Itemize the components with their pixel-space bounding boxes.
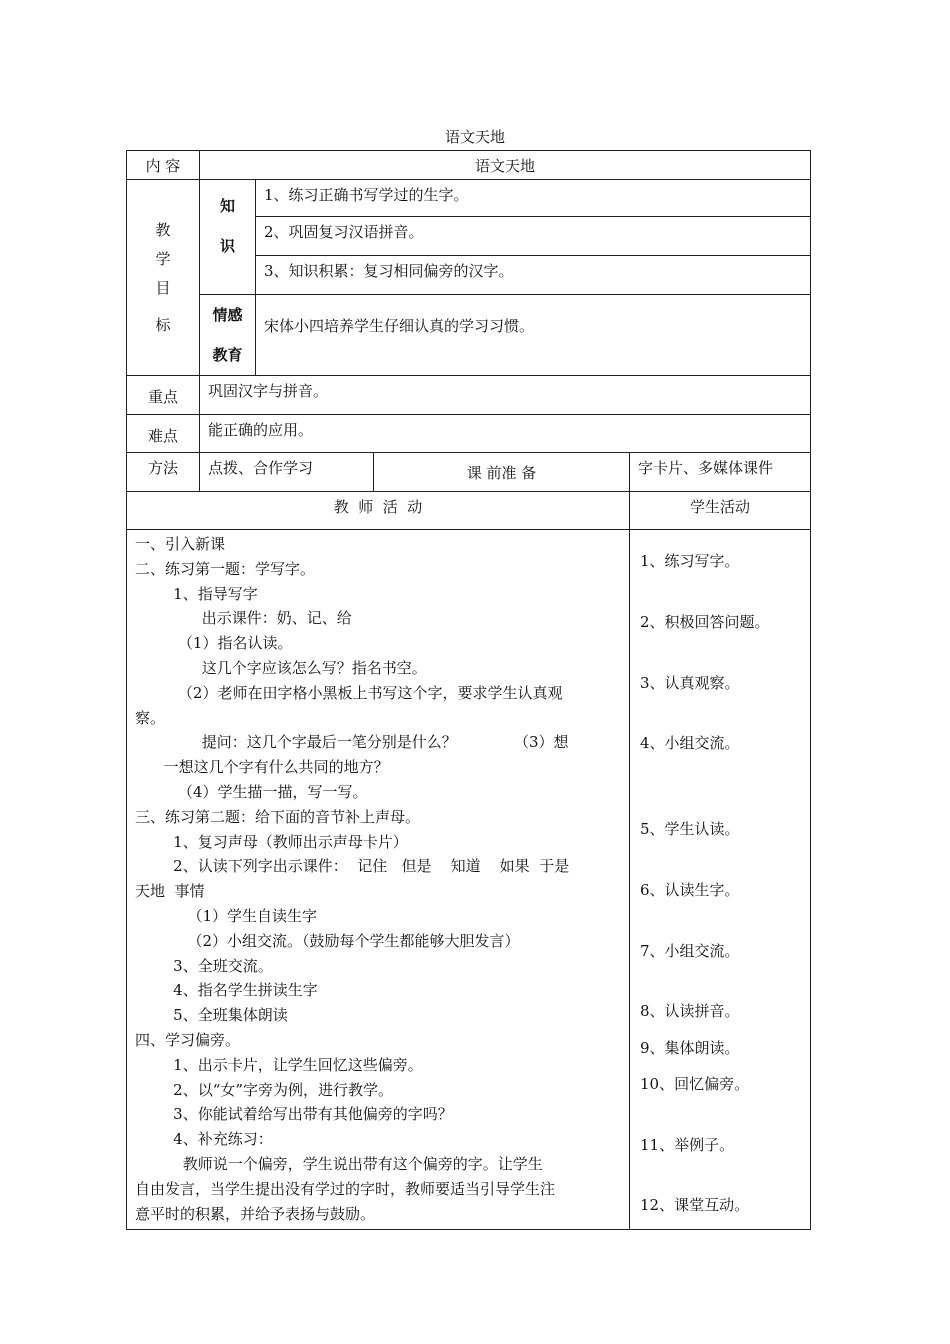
- teacher-line: 2、以“女”字旁为例，进行教学。: [135, 1080, 394, 1099]
- knowledge-item-cell: [256, 180, 811, 217]
- content-value: 语文天地: [475, 156, 536, 175]
- student-item: 11、举例子。: [640, 1136, 735, 1154]
- teacher-line: 意平时的积累，并给予表扬与鼓励。: [135, 1204, 376, 1223]
- prep-label-cell: [374, 453, 630, 492]
- knowledge-item-cell: [256, 217, 811, 256]
- content-label: 内 容: [145, 156, 181, 175]
- teacher-line: （1）指名认读。: [135, 634, 293, 653]
- difficulty-text: 能正确的应用。: [208, 421, 314, 439]
- student-item: 9、集体朗读。: [640, 1039, 740, 1057]
- teacher-line: 1、复习声母（教师出示声母卡片）: [135, 832, 408, 851]
- student-activity-cell: [630, 530, 811, 1230]
- teacher-line: （4）学生描一描，写一写。: [135, 782, 368, 801]
- knowledge-item: 1、练习正确书写学过的生字。: [264, 186, 469, 204]
- content-value-cell: [200, 151, 811, 180]
- method-label: [127, 453, 200, 492]
- teacher-header-text: 教 师 活 动: [333, 498, 423, 516]
- emotion-text: 宋体小四培养学生仔细认真的学习习惯。: [264, 317, 535, 335]
- emotion-char: 教育: [212, 346, 243, 364]
- student-header-text: 学生活动: [690, 498, 751, 516]
- teacher-line: 三、练习第二题：给下面的音节补上声母。: [135, 807, 421, 826]
- teacher-activity-cell: [127, 530, 630, 1230]
- teaching-goals-label: [127, 180, 200, 376]
- student-item: 3、认真观察。: [640, 674, 740, 692]
- emotion-label: [200, 295, 256, 376]
- teacher-line: 二、练习第一题：学写字。: [135, 559, 316, 578]
- method-cell: [200, 453, 374, 492]
- student-item: 2、积极回答问题。: [640, 613, 770, 631]
- teacher-line: 教师说一个偏旁，学生说出带有这个偏旁的字。让学生: [135, 1154, 543, 1173]
- teacher-line: 出示课件：奶、记、给: [135, 609, 352, 628]
- teacher-line: 4、指名学生拼读生字: [135, 981, 318, 1000]
- prep-text: 字卡片、多媒体课件: [638, 459, 774, 477]
- key-point-label-text: 重点: [147, 388, 178, 406]
- knowledge-char: 识: [219, 237, 235, 255]
- student-item: 8、认读拼音。: [640, 1002, 740, 1020]
- teacher-line: 3、全班交流。: [135, 956, 273, 975]
- knowledge-item: 3、知识积累：复习相同偏旁的汉字。: [264, 262, 514, 280]
- teacher-line: 这几个字应该怎么写？指名书空。: [135, 658, 427, 677]
- teacher-line: 提问：这几个字最后一笔分别是什么？ （3）想: [135, 733, 569, 752]
- goals-char: 目: [155, 278, 171, 297]
- student-item: 7、小组交流。: [640, 942, 740, 960]
- page-title: 语文天地: [444, 128, 505, 146]
- goals-char: 标: [155, 315, 171, 334]
- emotion-char: 情感: [212, 306, 243, 324]
- teacher-line: 四、学习偏旁。: [135, 1030, 241, 1049]
- student-item: 6、认读生字。: [640, 881, 740, 899]
- teacher-line: （1）学生自读生字: [135, 906, 317, 925]
- student-item: 4、小组交流。: [640, 734, 740, 752]
- teacher-line: 自由发言，当学生提出没有学过的字时，教师要适当引导学生注: [135, 1179, 556, 1198]
- student-item: 5、学生认读。: [640, 820, 740, 838]
- teacher-line: 3、你能试着给写出带有其他偏旁的字吗？: [135, 1105, 453, 1124]
- teacher-line: 天地 事情: [135, 882, 205, 901]
- goals-char: 教: [155, 220, 171, 239]
- teacher-line: 一、引入新课: [135, 535, 226, 553]
- teacher-line: 察。: [135, 708, 166, 727]
- teacher-line: 4、补充练习：: [135, 1130, 273, 1149]
- knowledge-char: 知: [219, 197, 235, 215]
- difficulty-cell: [200, 415, 811, 453]
- teacher-activity-header: [127, 492, 630, 530]
- student-item: 12、课堂互动。: [640, 1196, 750, 1214]
- teacher-line: 1、出示卡片，让学生回忆这些偏旁。: [135, 1055, 423, 1074]
- student-item: 1、练习写字。: [640, 552, 740, 570]
- teacher-line: 2、认读下列字出示课件： 记住 但是 知道 如果 于是: [135, 857, 570, 876]
- key-point-cell: [200, 376, 811, 415]
- key-point-label: [127, 376, 200, 415]
- difficulty-label-text: 难点: [147, 427, 178, 445]
- teacher-line: 5、全班集体朗读: [135, 1006, 288, 1025]
- teacher-line: 1、指导写字: [135, 584, 258, 603]
- emotion-text-cell: [256, 295, 811, 376]
- prep-label: 课 前准 备: [466, 463, 537, 482]
- method-label-text: 方法: [147, 459, 178, 477]
- difficulty-label: [127, 415, 200, 453]
- teacher-line: （2）小组交流。（鼓励每个学生都能够大胆发言）: [135, 931, 520, 950]
- knowledge-item: 2、巩固复习汉语拼音。: [264, 223, 424, 241]
- prep-cell: [630, 453, 811, 492]
- student-item: 10、回忆偏旁。: [640, 1075, 750, 1093]
- key-point-text: 巩固汉字与拼音。: [208, 382, 329, 400]
- content-label-cell: [127, 151, 200, 180]
- teacher-line: （2）老师在田字格小黑板上书写这个字，要求学生认真观: [135, 683, 563, 702]
- knowledge-label: [200, 180, 256, 295]
- method-text: 点拨、合作学习: [208, 459, 314, 477]
- lesson-plan-table: [126, 150, 811, 1230]
- knowledge-item-cell: [256, 256, 811, 295]
- teacher-line: 一想这几个字有什么共同的地方？: [135, 758, 389, 777]
- student-activity-header: [630, 492, 811, 530]
- goals-char: 学: [155, 249, 171, 268]
